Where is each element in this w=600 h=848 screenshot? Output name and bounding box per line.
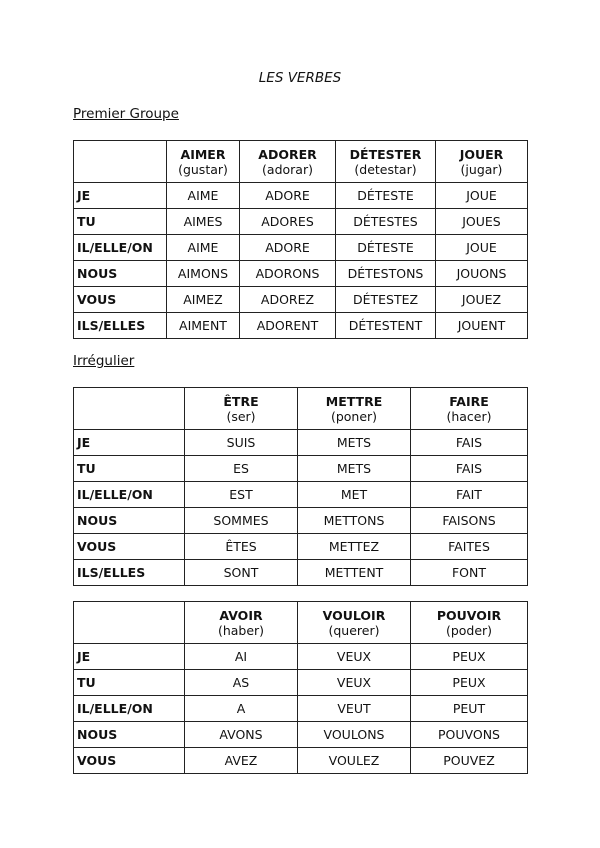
pronoun-label: IL/ELLE/ON <box>74 235 167 261</box>
conjugation-cell: AS <box>185 670 298 696</box>
conjugation-cell: FAIT <box>411 482 528 508</box>
conjugation-cell: FAIS <box>411 430 528 456</box>
conjugation-cell: VEUT <box>298 696 411 722</box>
pronoun-label: TU <box>74 670 185 696</box>
conjugation-cell: ÊTES <box>185 534 298 560</box>
table-row <box>74 670 528 696</box>
conjugation-cell: JOUONS <box>436 261 528 287</box>
conjugation-cell: METTENT <box>298 560 411 586</box>
conjugation-cell: DÉTESTONS <box>336 261 436 287</box>
column-header-etre <box>185 388 298 430</box>
table-row <box>74 235 528 261</box>
conjugation-cell: AIMEZ <box>167 287 240 313</box>
pronoun-label: NOUS <box>74 722 185 748</box>
conjugation-cell: METS <box>298 456 411 482</box>
conjugation-cell: DÉTESTE <box>336 183 436 209</box>
column-header-vouloir <box>298 602 411 644</box>
table-row <box>74 748 528 774</box>
column-header-aimer <box>167 141 240 183</box>
pronoun-label: NOUS <box>74 508 185 534</box>
column-header-avoir <box>185 602 298 644</box>
verb-translation: (poner) <box>330 408 378 424</box>
verb-infinitive: VOULOIR <box>322 607 386 623</box>
verb-translation: (gustar) <box>178 161 228 177</box>
conjugation-cell: SOMMES <box>185 508 298 534</box>
pronoun-label: IL/ELLE/ON <box>74 482 185 508</box>
conjugation-cell: PEUX <box>411 670 528 696</box>
table-irregulier-avoir-vouloir-pouvoir <box>73 601 528 774</box>
conjugation-cell: DÉTESTES <box>336 209 436 235</box>
column-header-detester <box>336 141 436 183</box>
conjugation-cell: FONT <box>411 560 528 586</box>
pronoun-label: TU <box>74 209 167 235</box>
conjugation-cell: AVEZ <box>185 748 298 774</box>
table-row <box>74 287 528 313</box>
table-row <box>74 560 528 586</box>
pronoun-label: VOUS <box>74 534 185 560</box>
conjugation-cell: VOULONS <box>298 722 411 748</box>
table-row <box>74 261 528 287</box>
table-row <box>74 456 528 482</box>
section-heading-irregulier: Irrégulier <box>73 353 135 369</box>
verb-infinitive: METTRE <box>325 393 383 409</box>
conjugation-cell: VEUX <box>298 670 411 696</box>
conjugation-cell: AIME <box>167 235 240 261</box>
header-corner-cell <box>74 388 185 430</box>
conjugation-cell: VEUX <box>298 644 411 670</box>
column-header-faire <box>411 388 528 430</box>
conjugation-cell: JOUE <box>436 183 528 209</box>
conjugation-cell: AIMES <box>167 209 240 235</box>
page-title: LES VERBES <box>258 70 342 86</box>
pronoun-label: VOUS <box>74 748 185 774</box>
table-row <box>74 534 528 560</box>
verb-translation: (jugar) <box>460 161 503 177</box>
conjugation-cell: ADORES <box>240 209 336 235</box>
table-row <box>74 644 528 670</box>
table-row <box>74 313 528 339</box>
verb-infinitive: AIMER <box>180 146 226 162</box>
header-corner-cell <box>74 602 185 644</box>
verb-infinitive: AVOIR <box>219 607 263 623</box>
conjugation-cell: EST <box>185 482 298 508</box>
conjugation-cell: ADORE <box>240 183 336 209</box>
verb-infinitive: JOUER <box>459 146 504 162</box>
conjugation-cell: ADORE <box>240 235 336 261</box>
verb-infinitive: ADORER <box>258 146 317 162</box>
conjugation-cell: POUVONS <box>411 722 528 748</box>
verb-infinitive: POUVOIR <box>436 607 502 623</box>
conjugation-cell: AIMENT <box>167 313 240 339</box>
conjugation-cell: FAISONS <box>411 508 528 534</box>
conjugation-cell: AVONS <box>185 722 298 748</box>
column-header-adorer <box>240 141 336 183</box>
conjugation-cell: AIME <box>167 183 240 209</box>
table-premier-groupe <box>73 140 528 339</box>
pronoun-label: JE <box>74 644 185 670</box>
conjugation-cell: FAIS <box>411 456 528 482</box>
verb-translation: (detestar) <box>354 161 417 177</box>
conjugation-cell: AI <box>185 644 298 670</box>
pronoun-label: ILS/ELLES <box>74 313 167 339</box>
verb-translation: (ser) <box>226 408 256 424</box>
conjugation-cell: MET <box>298 482 411 508</box>
conjugation-cell: ADOREZ <box>240 287 336 313</box>
conjugation-cell: DÉTESTENT <box>336 313 436 339</box>
conjugation-cell: DÉTESTE <box>336 235 436 261</box>
table-header-row <box>74 141 528 183</box>
header-corner-cell <box>74 141 167 183</box>
pronoun-label: JE <box>74 430 185 456</box>
table-irregulier-etre-mettre-faire <box>73 387 528 586</box>
conjugation-cell: METS <box>298 430 411 456</box>
pronoun-label: VOUS <box>74 287 167 313</box>
verb-translation: (adorar) <box>262 161 313 177</box>
pronoun-label: ILS/ELLES <box>74 560 185 586</box>
conjugation-cell: PEUT <box>411 696 528 722</box>
conjugation-cell: AIMONS <box>167 261 240 287</box>
column-header-pouvoir <box>411 602 528 644</box>
conjugation-cell: A <box>185 696 298 722</box>
table-header-row <box>74 602 528 644</box>
conjugation-cell: ADORONS <box>240 261 336 287</box>
conjugation-cell: ADORENT <box>240 313 336 339</box>
table-row <box>74 508 528 534</box>
column-header-jouer <box>436 141 528 183</box>
conjugation-cell: METTEZ <box>298 534 411 560</box>
section-heading-premier-groupe: Premier Groupe <box>73 106 179 122</box>
conjugation-cell: SONT <box>185 560 298 586</box>
conjugation-cell: VOULEZ <box>298 748 411 774</box>
table-row <box>74 722 528 748</box>
conjugation-cell: JOUE <box>436 235 528 261</box>
conjugation-cell: ES <box>185 456 298 482</box>
verb-translation: (poder) <box>445 622 493 638</box>
table-row <box>74 696 528 722</box>
conjugation-cell: FAITES <box>411 534 528 560</box>
table-header-row <box>74 388 528 430</box>
table-row <box>74 482 528 508</box>
verb-infinitive: FAIRE <box>449 393 489 409</box>
pronoun-label: TU <box>74 456 185 482</box>
pronoun-label: IL/ELLE/ON <box>74 696 185 722</box>
conjugation-cell: JOUEZ <box>436 287 528 313</box>
conjugation-cell: JOUENT <box>436 313 528 339</box>
pronoun-label: JE <box>74 183 167 209</box>
conjugation-cell: JOUES <box>436 209 528 235</box>
conjugation-cell: POUVEZ <box>411 748 528 774</box>
table-row <box>74 183 528 209</box>
conjugation-cell: PEUX <box>411 644 528 670</box>
verb-translation: (querer) <box>328 622 380 638</box>
verb-infinitive: DÉTESTER <box>349 146 422 162</box>
table-row <box>74 209 528 235</box>
table-row <box>74 430 528 456</box>
conjugation-cell: SUIS <box>185 430 298 456</box>
verb-translation: (haber) <box>217 622 265 638</box>
conjugation-cell: METTONS <box>298 508 411 534</box>
column-header-mettre <box>298 388 411 430</box>
verb-translation: (hacer) <box>446 408 492 424</box>
verb-infinitive: ÊTRE <box>223 393 259 409</box>
pronoun-label: NOUS <box>74 261 167 287</box>
conjugation-cell: DÉTESTEZ <box>336 287 436 313</box>
